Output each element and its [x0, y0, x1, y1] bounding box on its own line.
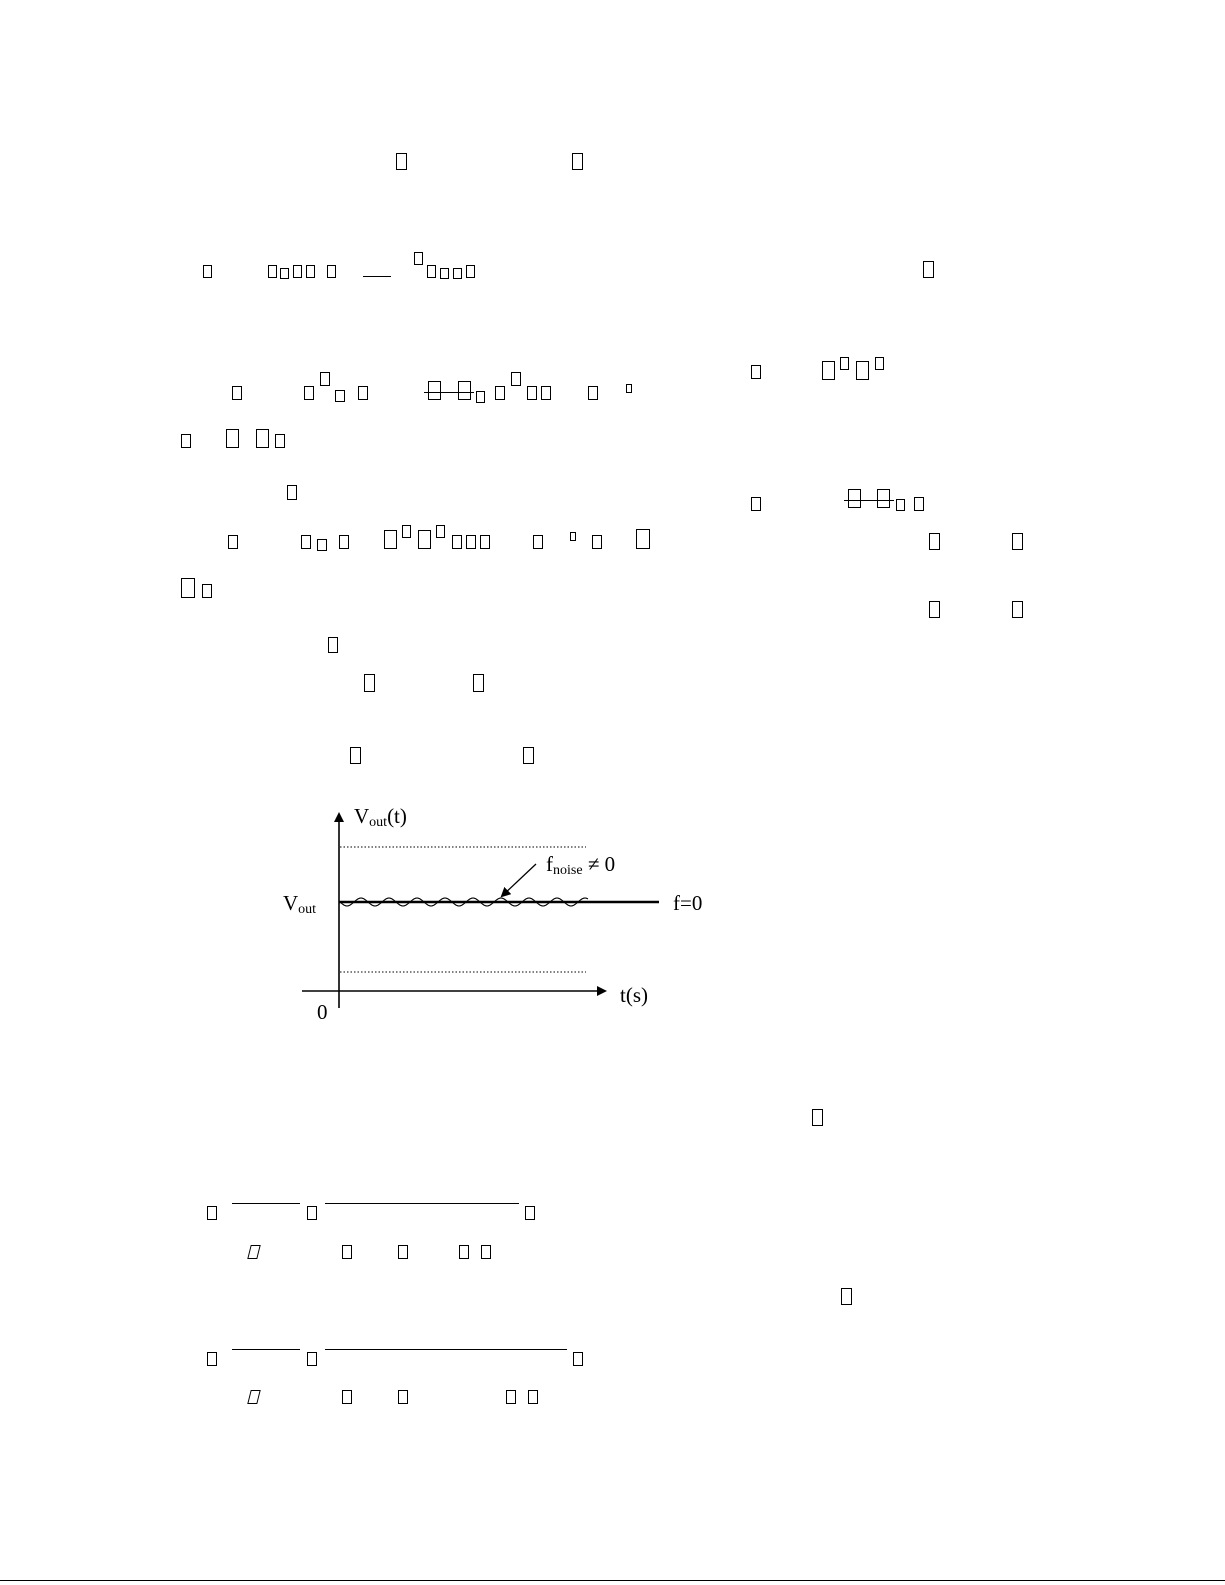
origin-label: 0 — [317, 1000, 328, 1024]
missing-glyph — [896, 499, 905, 511]
missing-glyph — [280, 268, 289, 279]
missing-glyph — [228, 535, 238, 549]
fraction-bar — [363, 276, 391, 277]
missing-glyph — [495, 386, 505, 400]
missing-glyph — [307, 1352, 317, 1366]
missing-glyph — [573, 1352, 583, 1366]
missing-glyph — [822, 361, 835, 380]
y-axis-label: Vout(t) — [354, 804, 407, 830]
missing-glyph — [328, 637, 338, 653]
missing-glyph — [427, 265, 436, 278]
fraction-bar — [232, 1203, 300, 1204]
missing-glyph — [856, 361, 869, 380]
missing-glyph — [812, 1109, 823, 1126]
missing-glyph — [436, 525, 445, 538]
missing-glyph — [840, 357, 849, 370]
missing-glyph — [929, 601, 940, 618]
missing-glyph — [473, 674, 484, 692]
missing-glyph — [476, 391, 485, 403]
missing-glyph — [428, 381, 441, 400]
missing-glyph — [320, 372, 330, 386]
missing-glyph — [923, 261, 934, 278]
missing-glyph — [875, 357, 884, 370]
fraction-bar — [325, 1203, 519, 1204]
missing-glyph — [327, 265, 336, 278]
missing-glyph — [751, 365, 761, 379]
missing-glyph — [226, 429, 239, 448]
missing-glyph — [256, 429, 269, 448]
noise-label: fnoise ≠ 0 — [546, 852, 616, 878]
missing-glyph — [293, 265, 302, 278]
voltage-noise-figure — [270, 790, 730, 1040]
missing-glyph — [203, 265, 212, 278]
missing-glyph — [339, 535, 349, 549]
missing-glyph — [364, 674, 375, 692]
missing-glyph — [304, 386, 314, 400]
missing-glyph — [232, 386, 242, 400]
missing-glyph — [398, 1245, 408, 1259]
missing-glyph — [1012, 601, 1023, 618]
missing-glyph — [440, 268, 449, 279]
missing-glyph — [306, 265, 315, 278]
missing-glyph — [307, 1206, 317, 1220]
missing-glyph — [588, 386, 598, 400]
fraction-bar — [325, 1349, 567, 1350]
missing-glyph — [342, 1245, 352, 1259]
missing-glyph — [636, 529, 650, 549]
fraction-bar — [232, 1349, 300, 1350]
missing-glyph — [317, 539, 327, 551]
missing-glyph — [528, 1390, 538, 1404]
missing-glyph — [414, 252, 423, 265]
missing-glyph — [268, 265, 277, 278]
missing-glyph — [207, 1206, 217, 1220]
missing-glyph — [181, 434, 191, 448]
missing-glyph — [181, 578, 195, 598]
missing-glyph — [202, 584, 212, 598]
missing-glyph — [402, 525, 411, 538]
missing-glyph — [511, 372, 521, 386]
missing-glyph — [466, 535, 476, 549]
missing-glyph — [350, 747, 361, 764]
missing-glyph — [342, 1390, 352, 1404]
missing-glyph — [452, 535, 462, 549]
missing-glyph — [247, 1390, 260, 1404]
missing-glyph — [301, 535, 311, 549]
missing-glyph — [527, 386, 537, 400]
missing-glyph — [592, 535, 602, 549]
missing-glyph — [877, 489, 890, 508]
missing-glyph — [247, 1245, 260, 1259]
missing-glyph — [480, 535, 490, 549]
missing-glyph — [287, 485, 297, 500]
missing-glyph — [396, 153, 407, 170]
missing-glyph — [459, 1245, 469, 1259]
missing-glyph — [523, 747, 534, 764]
missing-glyph — [848, 489, 861, 508]
missing-glyph — [751, 497, 761, 511]
missing-glyph — [525, 1206, 535, 1220]
missing-glyph — [358, 386, 368, 400]
missing-glyph — [572, 153, 583, 170]
missing-glyph — [458, 381, 471, 400]
missing-glyph — [1012, 533, 1023, 550]
x-axis-label: t(s) — [620, 983, 648, 1007]
missing-glyph — [418, 530, 431, 549]
missing-glyph — [453, 268, 462, 279]
noise-pointer-arrow — [502, 864, 536, 896]
missing-glyph — [275, 434, 285, 448]
missing-glyph — [384, 530, 397, 549]
vout-level-label: Vout — [283, 891, 317, 917]
missing-glyph — [929, 533, 940, 550]
missing-glyph — [533, 535, 543, 549]
missing-glyph — [841, 1288, 852, 1305]
missing-glyph — [335, 390, 345, 402]
dc-label: f=0 — [673, 891, 703, 915]
page-bottom-rule — [0, 1580, 1225, 1581]
missing-glyph — [914, 497, 924, 511]
missing-glyph — [466, 265, 475, 278]
missing-glyph — [541, 386, 551, 400]
missing-glyph — [398, 1390, 408, 1404]
missing-glyph — [506, 1390, 516, 1404]
missing-glyph — [570, 532, 576, 541]
missing-glyph — [207, 1352, 217, 1366]
missing-glyph — [626, 384, 632, 393]
missing-glyph — [481, 1245, 491, 1259]
